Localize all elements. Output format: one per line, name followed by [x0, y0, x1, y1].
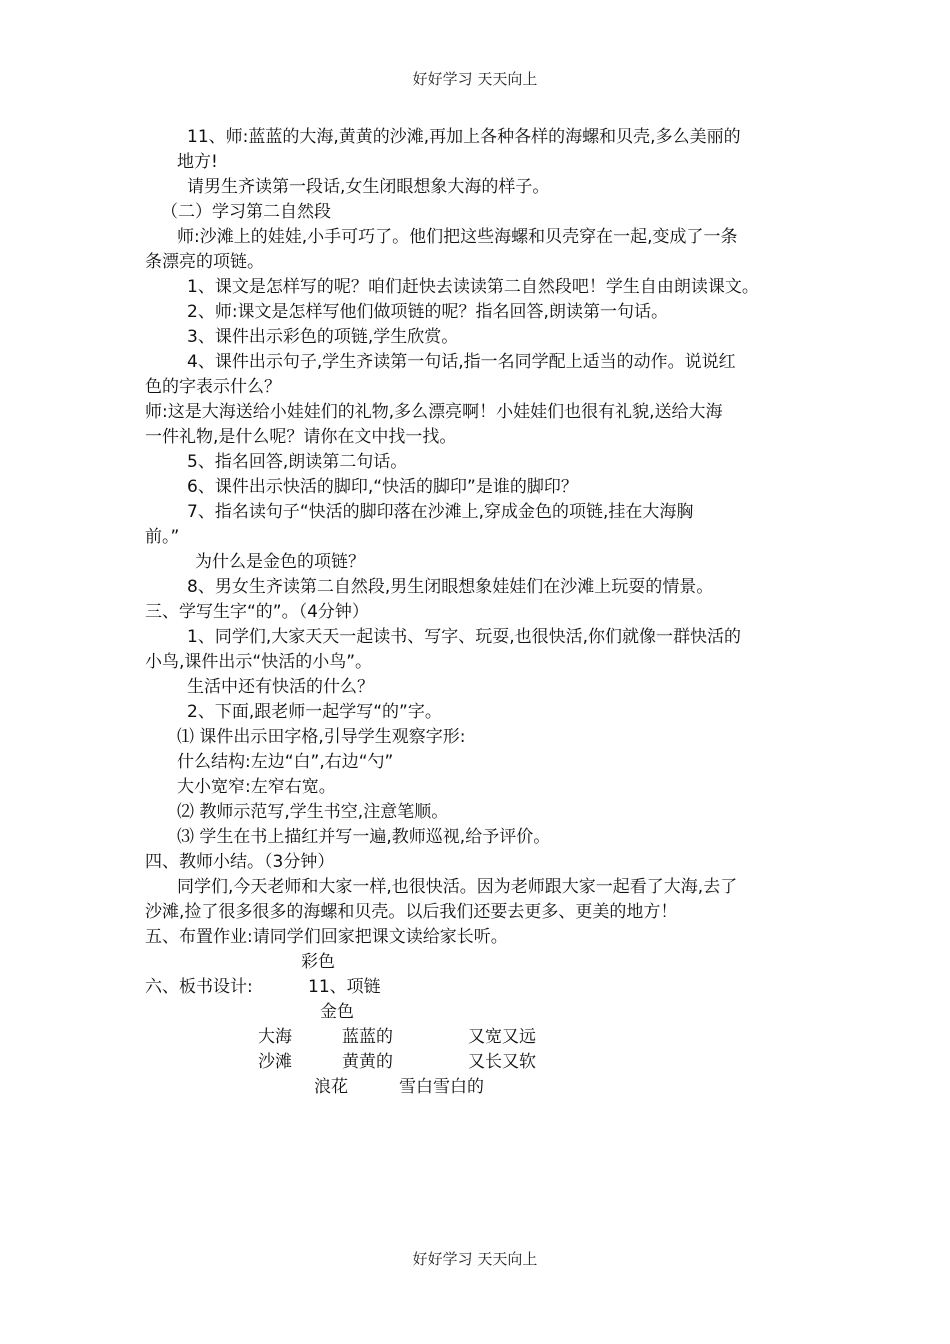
text-line: ⑵ 教师示范写,学生书空,注意笔顺。	[177, 802, 449, 822]
text-line: 大小宽窄:左窄右宽。	[177, 777, 336, 797]
text-line: 2、下面,跟老师一起学写“的”字。	[187, 702, 442, 722]
board-caise: 彩色	[301, 952, 335, 972]
board-cell: 雪白雪白的	[399, 1077, 484, 1097]
text-line: 5、指名回答,朗读第二句话。	[187, 452, 408, 472]
text-line: 什么结构:左边“白”,右边“勺”	[177, 752, 394, 772]
board-cell: 又长又软	[468, 1052, 536, 1072]
section-heading: 三、学写生字“的”。（4分钟）	[145, 602, 369, 622]
text-line: 11、师:蓝蓝的大海,黄黄的沙滩,再加上各种各样的海螺和贝壳,多么美丽的	[187, 127, 741, 147]
section-heading: （二）学习第二自然段	[161, 202, 331, 222]
board-title: 11、项链	[308, 977, 381, 997]
text-line: 7、指名读句子“快活的脚印落在沙滩上,穿成金色的项链,挂在大海胸	[187, 502, 694, 522]
text-line: 生活中还有快活的什么？	[187, 677, 374, 697]
text-line: 请男生齐读第一段话,女生闭眼想象大海的样子。	[187, 177, 550, 197]
section-heading: 五、布置作业:请同学们回家把课文读给家长听。	[145, 927, 508, 947]
section-heading: 四、教师小结。（3分钟）	[145, 852, 335, 872]
text-line: 8、男女生齐读第二自然段,男生闭眼想象娃娃们在沙滩上玩耍的情景。	[187, 577, 714, 597]
text-line: ⑶ 学生在书上描红并写一遍,教师巡视,给予评价。	[177, 827, 551, 847]
text-line: 师:沙滩上的娃娃,小手可巧了。他们把这些海螺和贝壳穿在一起,变成了一条	[177, 227, 738, 247]
board-cell: 黄黄的	[342, 1052, 393, 1072]
text-line: 1、同学们,大家天天一起读书、写字、玩耍,也很快活,你们就像一群快活的	[187, 627, 742, 647]
text-line: 条漂亮的项链。	[145, 252, 264, 272]
text-line: 沙滩,捡了很多很多的海螺和贝壳。以后我们还要去更多、更美的地方！	[145, 902, 678, 922]
board-cell: 浪花	[314, 1077, 348, 1097]
text-line: 色的字表示什么？	[145, 377, 281, 397]
text-line: 地方!	[177, 152, 218, 172]
text-line: 前。”	[145, 527, 180, 547]
board-cell: 沙滩	[258, 1052, 292, 1072]
text-line: 1、课文是怎样写的呢？咱们赶快去读读第二自然段吧！学生自由朗读课文。	[187, 277, 759, 297]
text-line: 3、课件出示彩色的项链,学生欣赏。	[187, 327, 459, 347]
text-line: 师:这是大海送给小娃娃们的礼物,多么漂亮啊！小娃娃们也很有礼貌,送给大海	[145, 402, 723, 422]
text-line: 4、课件出示句子,学生齐读第一句话,指一名同学配上适当的动作。说说红	[187, 352, 736, 372]
text-line: 小鸟,课件出示“快活的小鸟”。	[145, 652, 373, 672]
page-header: 好好学习 天天向上	[412, 70, 538, 88]
text-line: 2、师:课文是怎样写他们做项链的呢？指名回答,朗读第一句话。	[187, 302, 668, 322]
text-line: 6、课件出示快活的脚印,“快活的脚印”是谁的脚印？	[187, 477, 578, 497]
board-cell: 大海	[258, 1027, 292, 1047]
text-line: ⑴ 课件出示田字格,引导学生观察字形:	[177, 727, 466, 747]
page-footer: 好好学习 天天向上	[412, 1250, 538, 1268]
board-jinse: 金色	[320, 1002, 354, 1022]
board-cell: 又宽又远	[468, 1027, 536, 1047]
text-line: 一件礼物,是什么呢？请你在文中找一找。	[145, 427, 457, 447]
text-line: 同学们,今天老师和大家一样,也很快活。因为老师跟大家一起看了大海,去了	[177, 877, 738, 897]
board-cell: 蓝蓝的	[342, 1027, 393, 1047]
text-line: 为什么是金色的项链？	[195, 552, 365, 572]
board-label: 六、板书设计:	[145, 977, 253, 997]
